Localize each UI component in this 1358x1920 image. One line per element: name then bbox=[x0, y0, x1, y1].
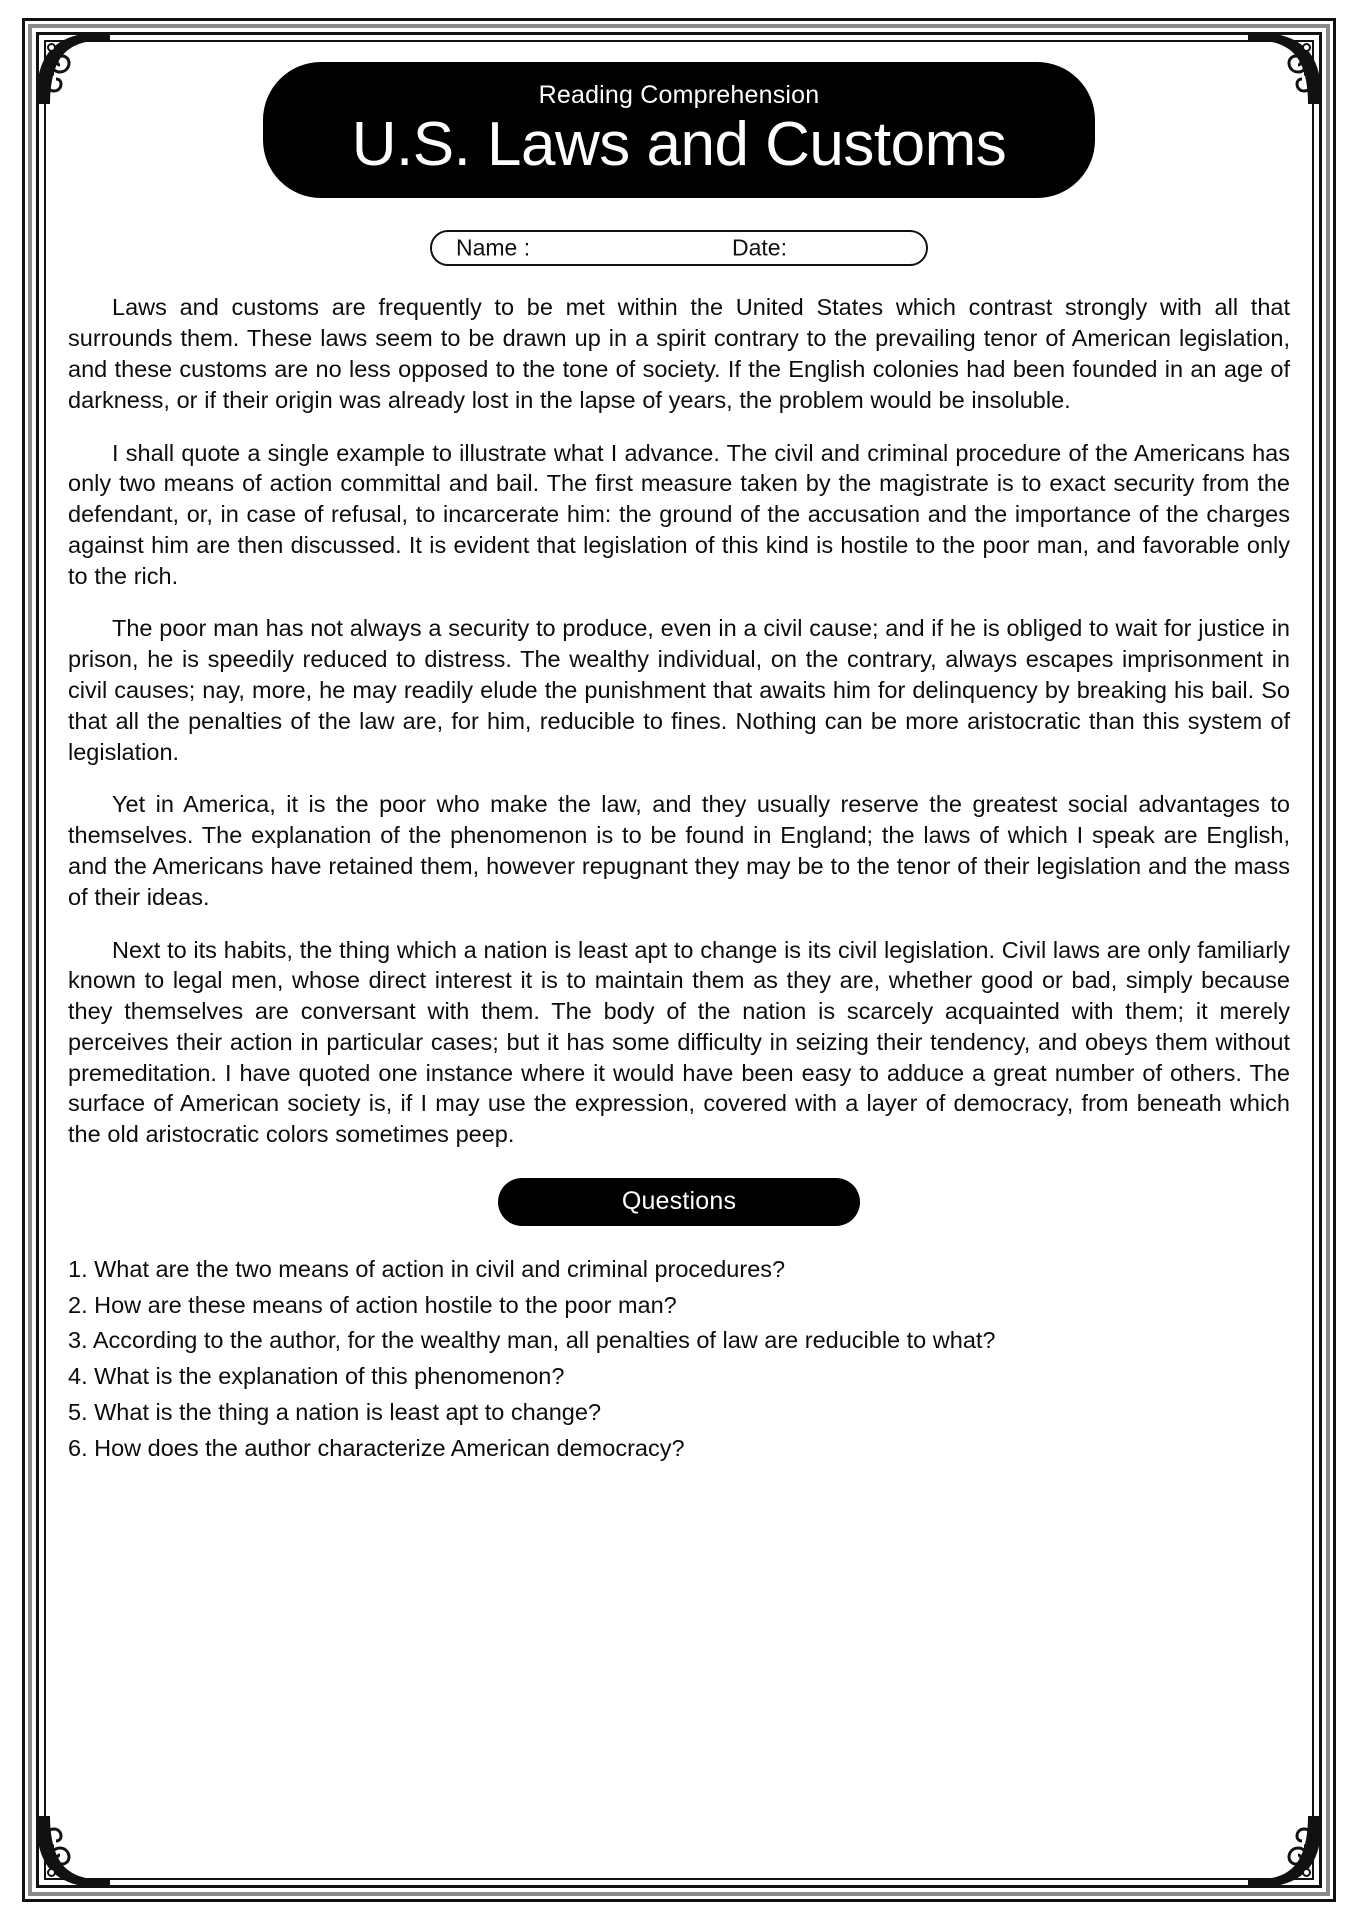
passage-paragraph: Next to its habits, the thing which a nation is least apt to change is its civil legislation. Civil laws are only familiarly known to legal men, whose direct interest it is to maintain them as they are, whether good or bad, simply because they themselves are conversant with them. The body of the nation is scarcely acquainted with them; it merely perceives their action in particular cases; but it has some difficulty in seizing their tendency, and obeys them without premeditation. I have quoted one instance where it would have been easy to adduce a great number of others. The surface of American society is, if I may use the expression, covered with a layer of democracy, from beneath which the old aristocratic colors sometimes peep. bbox=[68, 936, 1290, 1148]
corner-dot-icon bbox=[47, 1868, 56, 1877]
corner-flourish-icon bbox=[1246, 1812, 1328, 1894]
corner-dot-icon bbox=[47, 43, 56, 52]
questions-list bbox=[68, 1252, 1290, 1466]
date-label: Date: bbox=[732, 234, 787, 261]
corner-dot-icon bbox=[1302, 43, 1311, 52]
question-item: 3. According to the author, for the wealthy man, all penalties of law are reducible to what? bbox=[68, 1327, 996, 1354]
corner-flourish-icon bbox=[30, 1812, 112, 1894]
page-title: U.S. Laws and Customs bbox=[351, 109, 1007, 179]
question-item: 5. What is the thing a nation is least apt to change? bbox=[68, 1398, 602, 1425]
passage-paragraph: I shall quote a single example to illustrate what I advance. The civil and criminal procedure of the Americans has only two means of action committal and bail. The first measure taken by the magistrate is to exact security from the defendant, or, in case of refusal, to incarcerate him: the ground of the accusation and the importance of the charges against him are then discussed. It is evident that legislation of this kind is hostile to the poor man, and favorable only to the rich. bbox=[68, 439, 1290, 589]
question-item: 2. How are these means of action hostile to the poor man? bbox=[68, 1291, 677, 1318]
passage-paragraph: Yet in America, it is the poor who make the law, and they usually reserve the greatest social advantages to themselves. The explanation of the phenomenon is to be found in England; the laws of which I speak are English, and the Americans have retained them, however repugnant they may be to the tenor of their legislation and the mass of their ideas. bbox=[68, 791, 1290, 910]
question-item: 1. What are the two means of action in civil and criminal procedures? bbox=[68, 1255, 786, 1282]
questions-banner-label: Questions bbox=[621, 1187, 737, 1216]
worksheet-content bbox=[68, 62, 1290, 1466]
questions-banner bbox=[498, 1178, 860, 1226]
question-item: 6. How does the author characterize American democracy? bbox=[68, 1434, 685, 1461]
reading-passage bbox=[68, 292, 1290, 1150]
name-label: Name : bbox=[456, 234, 531, 261]
worksheet-subtitle: Reading Comprehension bbox=[538, 81, 820, 109]
title-banner bbox=[263, 62, 1095, 198]
passage-paragraph: Laws and customs are frequently to be met within the United States which contrast strongly with all that surrounds them. These laws seem to be drawn up in a spirit contrary to the prevailing tenor of American legislation, and these customs are no less opposed to the tone of society. If the English colonies had been founded in an age of darkness, or if their origin was already lost in the lapse of years, the problem would be insoluble. bbox=[68, 294, 1290, 413]
passage-paragraph: The poor man has not always a security to produce, even in a civil cause; and if he is obliged to wait for justice in prison, he is speedily reduced to distress. The wealthy individual, on the contrary, always escapes imprisonment in civil causes; nay, more, he may readily elude the punishment that awaits him for delinquency by breaking his bail. So that all the penalties of the law are, for him, reducible to fines. Nothing can be more aristocratic than this system of legislation. bbox=[68, 615, 1290, 765]
corner-dot-icon bbox=[1302, 1868, 1311, 1877]
question-item: 4. What is the explanation of this phenomenon? bbox=[68, 1363, 565, 1390]
name-date-field[interactable] bbox=[430, 230, 928, 266]
